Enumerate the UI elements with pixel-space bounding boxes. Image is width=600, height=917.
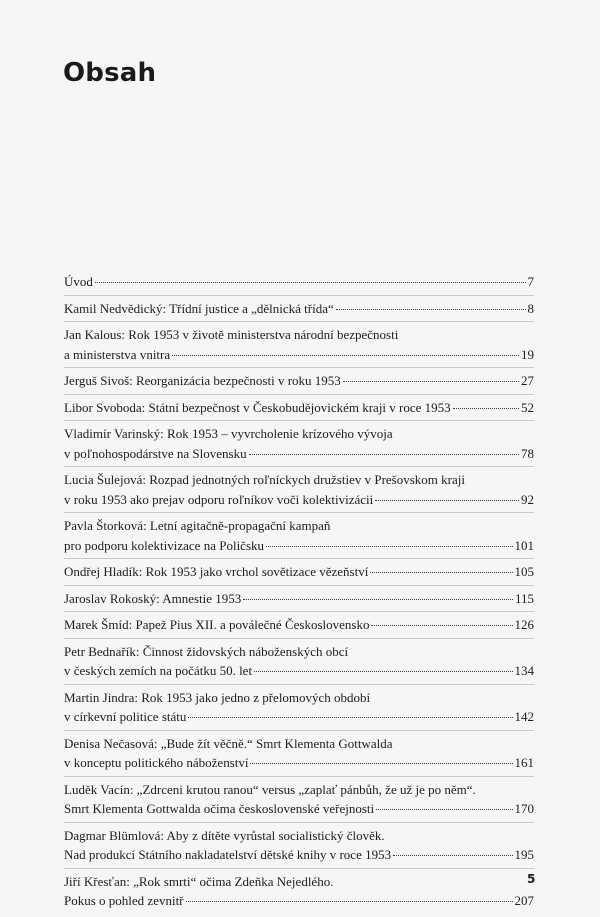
page-number: 5 (527, 872, 536, 886)
toc-entry (64, 872, 534, 914)
toc-entry (64, 325, 534, 368)
dot-leader (375, 500, 519, 501)
toc-entry-row (64, 536, 534, 556)
toc-entry-row (64, 299, 534, 319)
toc-entry-row (64, 753, 534, 773)
toc-entry-title: Pokus o pohled zevnitř (64, 893, 184, 908)
toc-entry (64, 371, 534, 395)
toc-entry (64, 299, 534, 323)
toc-entry-title: Jaroslav Rokoský: Amnestie 1953 (64, 590, 242, 606)
toc-entry-row (64, 562, 534, 582)
dot-leader (95, 282, 526, 283)
dot-leader (376, 809, 512, 810)
toc-entry-page: 105 (514, 564, 534, 579)
toc-entry-title: v poľnohospodárstve na Slovensku (64, 445, 247, 461)
toc-entry-title: Úvod (64, 274, 93, 289)
toc-entry-line: Vladimír Varinský: Rok 1953 – vyvrcholenie krízového vývoja (64, 426, 393, 441)
toc-entry (64, 780, 534, 823)
dot-leader (172, 355, 519, 356)
toc-entry (64, 272, 534, 296)
toc-entry (64, 398, 534, 422)
toc-entry-line: Martin Jindra: Rok 1953 jako jedno z přelomových období (64, 689, 371, 705)
toc-entry-row (64, 444, 534, 464)
toc-entry-title: v konceptu politického náboženství (64, 755, 249, 770)
dot-leader (393, 855, 512, 856)
toc-entry (64, 470, 534, 513)
dot-leader (254, 671, 512, 672)
toc-entry-title: Kamil Nedvědický: Třídní justice a „dělnická třída“ (64, 300, 334, 316)
dot-leader (186, 901, 513, 902)
toc-entry-line: Pavla Štorková: Letní agitačně-propagační kampaň (64, 518, 331, 533)
toc-entry-title: v roku 1953 ako prejav odporu roľníkov voči kolektivizácii (64, 491, 374, 507)
toc-entry-title: Smrt Klementa Gottwalda očima československé veřejnosti (64, 801, 375, 816)
toc-entry-title: Marek Šmíd: Papež Pius XII. a poválečné Československo (64, 617, 370, 632)
table-of-contents (64, 272, 534, 917)
toc-entry-page: 195 (514, 847, 534, 862)
toc-entry-line: Dagmar Blümlová: Aby z dítěte vyrůstal socialistický člověk. (64, 827, 385, 843)
toc-entry-page: 8 (527, 300, 534, 316)
toc-entry-page: 52 (521, 399, 534, 415)
dot-leader (266, 546, 512, 547)
toc-entry-page: 207 (514, 893, 534, 908)
toc-entry (64, 826, 534, 869)
dot-leader (371, 625, 512, 626)
toc-entry-row (64, 845, 534, 865)
toc-entry-line: Jiří Křesťan: „Rok smrti“ očima Zdeňka Nejedlého. (64, 873, 334, 889)
dot-leader (188, 717, 512, 718)
toc-entry-row (64, 398, 534, 418)
toc-entry-page: 161 (514, 755, 534, 770)
toc-entry-page: 27 (521, 373, 534, 388)
toc-entry (64, 424, 534, 467)
toc-entry-row (64, 589, 534, 609)
toc-entry-page: 92 (521, 491, 534, 507)
toc-entry-row (64, 799, 534, 819)
dot-leader (453, 408, 519, 409)
toc-entry (64, 688, 534, 731)
toc-entry-row (64, 707, 534, 727)
toc-entry-title: v českých zemích na počátku 50. let (64, 663, 253, 678)
toc-entry-title: Libor Svoboda: Státní bezpečnost v Českobudějovickém kraji v roce 1953 (64, 399, 451, 415)
toc-entry-page: 115 (514, 590, 534, 606)
toc-entry (64, 516, 534, 559)
toc-entry-line: Luděk Vacín: „Zdrceni krutou ranou“ versus „zaplať pánbůh, že už je po něm“. (64, 781, 476, 797)
toc-entry-title: pro podporu kolektivizace na Poličsku (64, 537, 265, 553)
toc-entry (64, 589, 534, 613)
toc-entry (64, 734, 534, 777)
dot-leader (336, 309, 526, 310)
toc-entry-page: 134 (514, 663, 534, 678)
toc-entry (64, 642, 534, 685)
toc-entry-line: Jan Kalous: Rok 1953 v životě ministerstva národní bezpečnosti (64, 327, 399, 342)
toc-entry-title: Nad produkcí Státního nakladatelství dětské knihy v roce 1953 (64, 847, 392, 862)
toc-entry-page: 78 (521, 445, 534, 461)
dot-leader (243, 599, 513, 600)
toc-entry (64, 562, 534, 586)
dot-leader (370, 572, 512, 573)
dot-leader (250, 763, 512, 764)
toc-entry-row (64, 272, 534, 292)
toc-entry-row (64, 345, 534, 365)
toc-entry-page: 142 (514, 709, 534, 724)
toc-entry-title: Jerguš Sivoš: Reorganizácia bezpečnosti v roku 1953 (64, 373, 341, 388)
toc-entry-page: 170 (514, 801, 534, 816)
toc-entry-page: 7 (527, 274, 534, 289)
toc-entry-row (64, 371, 534, 391)
toc-entry-title: Ondřej Hladík: Rok 1953 jako vrchol sovětizace vězeňství (64, 564, 369, 579)
toc-entry-page: 19 (521, 346, 534, 362)
toc-entry-row (64, 891, 534, 911)
toc-entry-row (64, 490, 534, 510)
page-title: Obsah (63, 58, 157, 88)
toc-entry-line: Lucia Šulejová: Rozpad jednotných roľníckych družstiev v Prešovskom kraji (64, 472, 465, 487)
toc-entry-line: Denisa Nečasová: „Bude žít věčně.“ Smrt Klementa Gottwalda (64, 735, 393, 751)
toc-entry (64, 615, 534, 639)
toc-entry-title: a ministerstva vnitra (64, 346, 171, 362)
toc-entry-row (64, 661, 534, 681)
toc-entry-page: 126 (514, 617, 534, 632)
toc-entry-row (64, 615, 534, 635)
toc-entry-line: Petr Bednařík: Činnost židovských náboženských obcí (64, 643, 349, 659)
toc-entry-title: v církevní politice státu (64, 709, 187, 724)
toc-entry-page: 101 (514, 537, 534, 553)
dot-leader (343, 381, 519, 382)
dot-leader (249, 454, 519, 455)
